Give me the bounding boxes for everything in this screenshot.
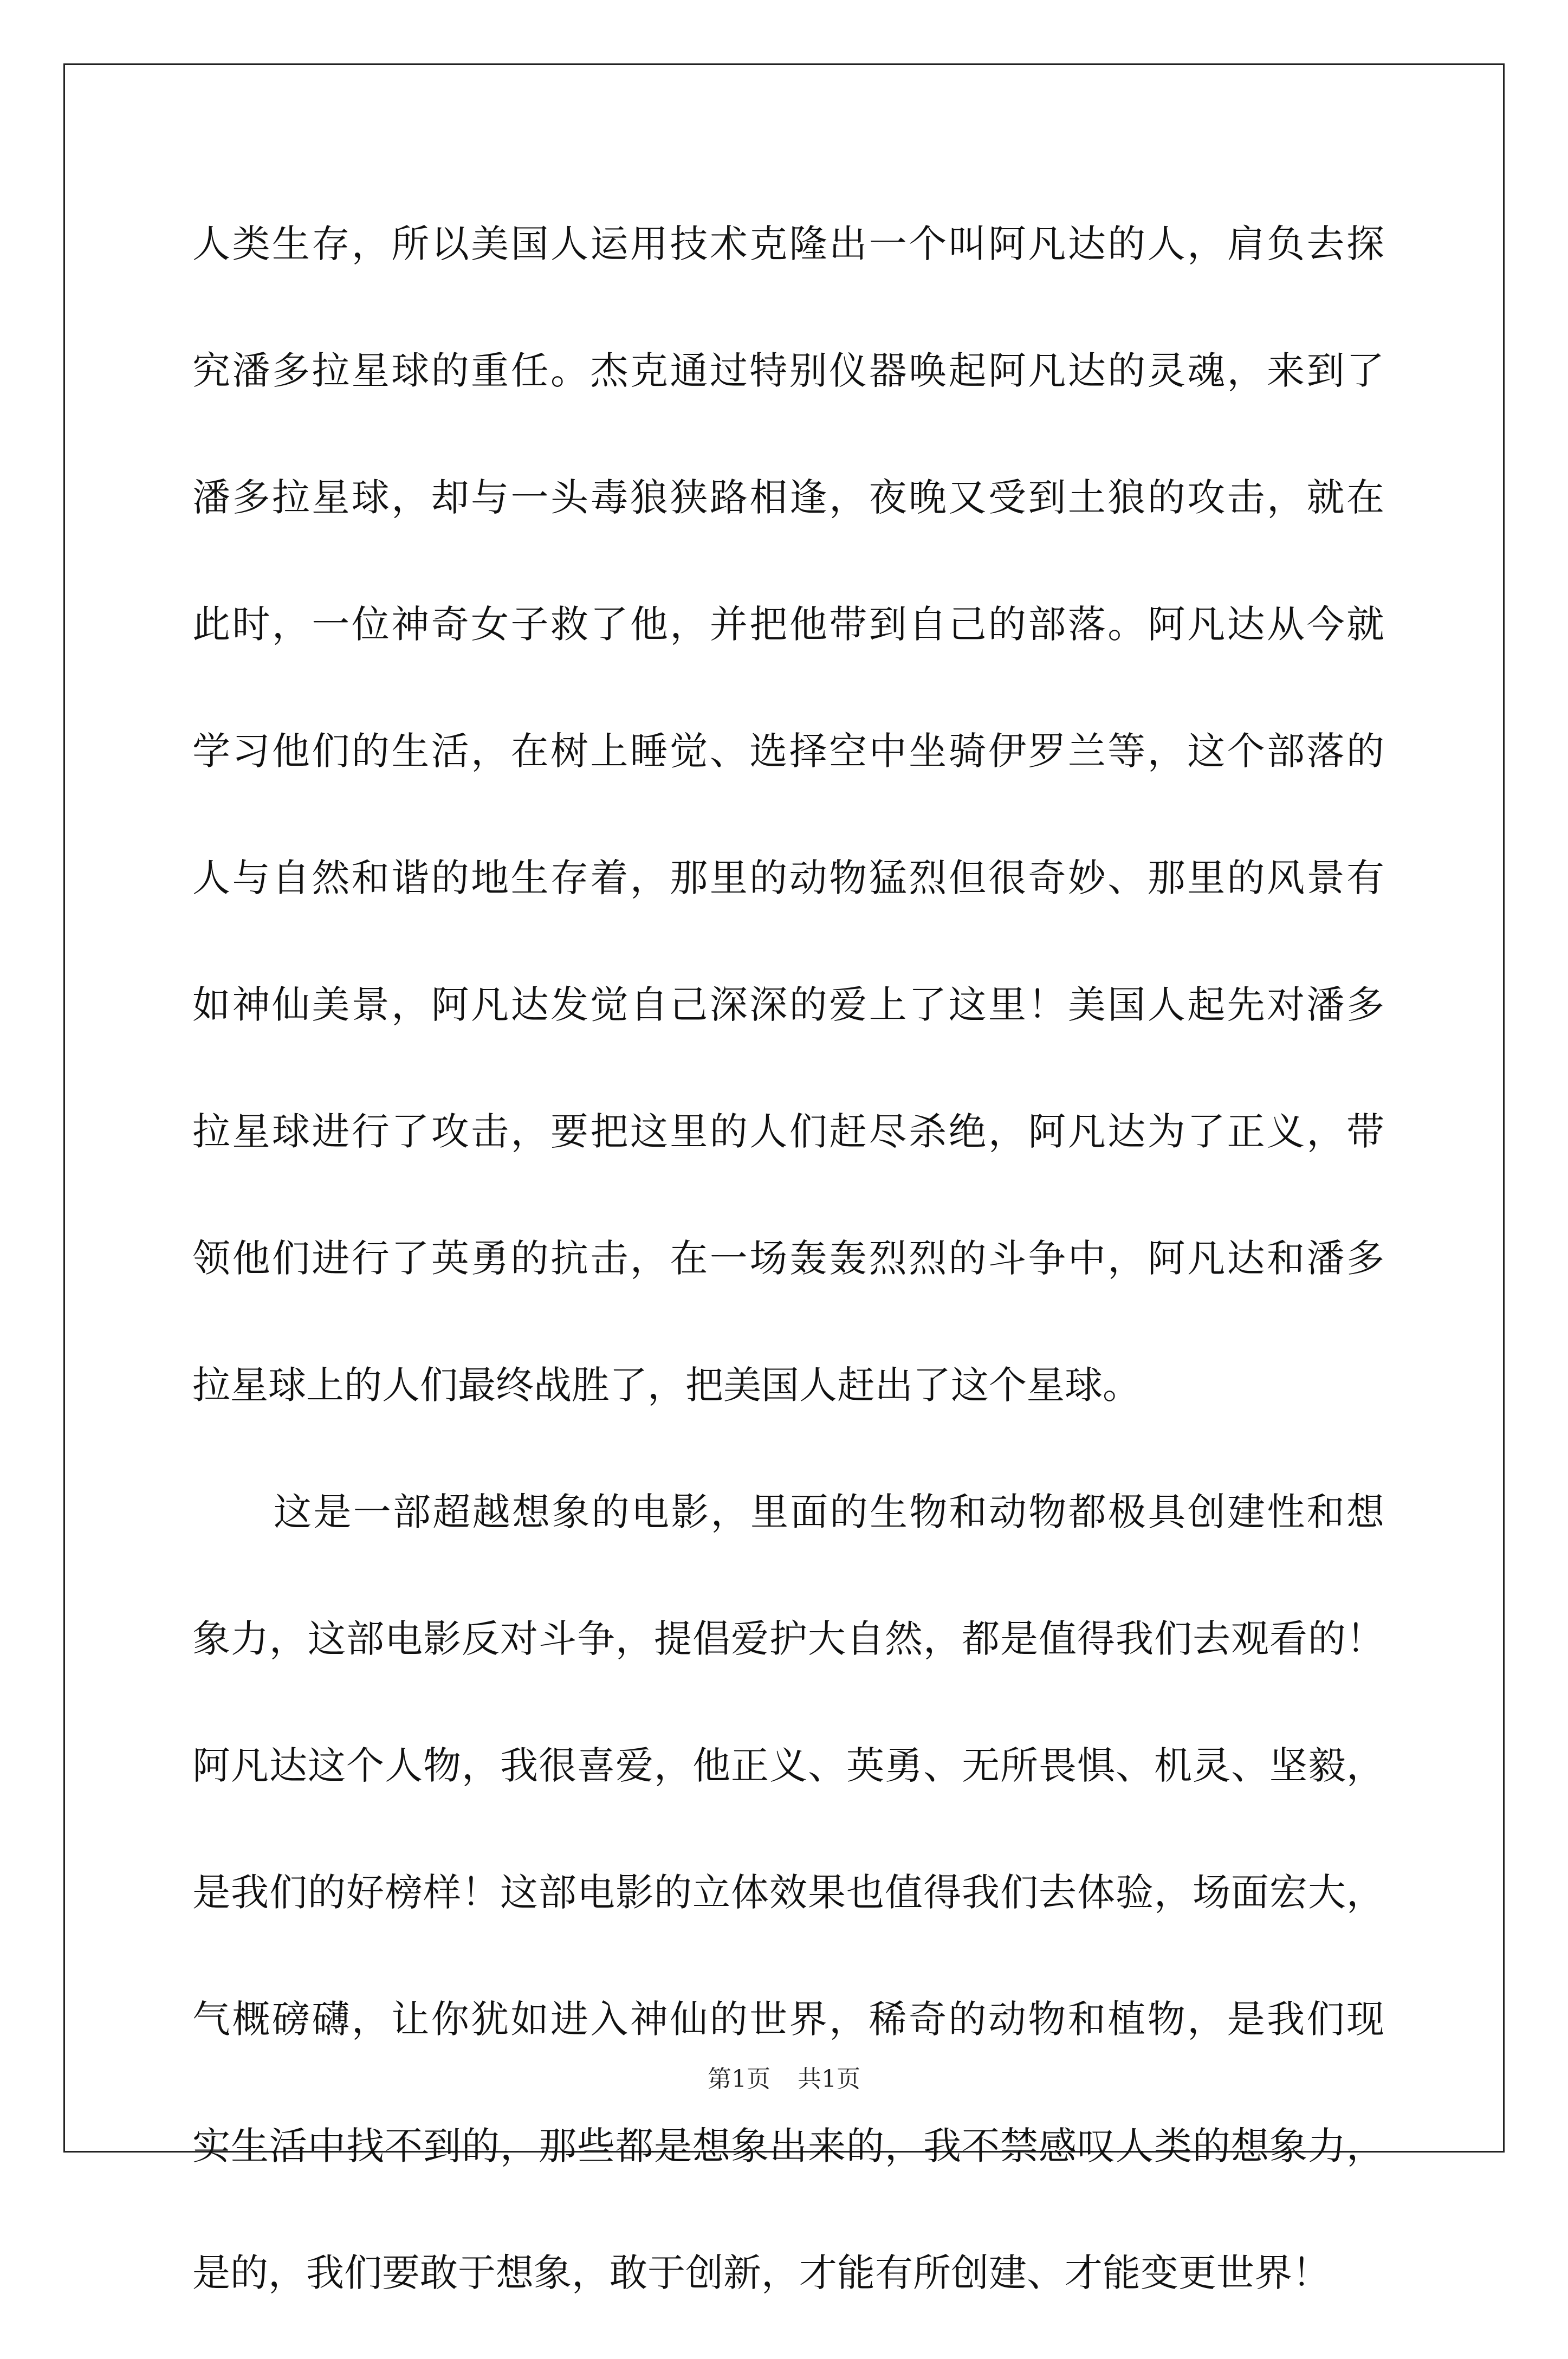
text-line: 象力，这部电影反对斗争，提倡爱护大自然，都是值得我们去观看的！: [192, 1617, 1384, 1661]
text-line: 领他们进行了英勇的抗击，在一场轰轰烈烈的斗争中，阿凡达和潘多: [192, 1236, 1384, 1281]
text-line: 实生活中找不到的，那些都是想象出来的，我不禁感叹人类的想象力，: [192, 2124, 1384, 2168]
text-line: 此时，一位神奇女子救了他，并把他带到自己的部落。阿凡达从今就: [192, 602, 1384, 647]
page-footer: [0, 2059, 1568, 2094]
text-line: 气概磅礴，让你犹如进入神仙的世界，稀奇的动物和植物，是我们现: [192, 1997, 1384, 2041]
text-line: 如神仙美景，阿凡达发觉自己深深的爱上了这里！美国人起先对潘多: [192, 983, 1384, 1027]
text-line: 人类生存，所以美国人运用技术克隆出一个叫阿凡达的人，肩负去探: [192, 222, 1384, 266]
text-line: 学习他们的生活，在树上睡觉、选择空中坐骑伊罗兰等，这个部落的: [192, 729, 1384, 773]
document-body: [192, 203, 1384, 2359]
text-line: 阿凡达这个人物，我很喜爱，他正义、英勇、无所畏惧、机灵、坚毅，: [192, 1743, 1384, 1788]
text-line: 究潘多拉星球的重任。杰克通过特别仪器唤起阿凡达的灵魂，来到了: [192, 348, 1384, 393]
text-line: 是的，我们要敢于想象，敢于创新，才能有所创建、才能变更世界！: [192, 2251, 1330, 2295]
page-number: 第1页: [708, 2065, 770, 2093]
text-line: 人与自然和谐的地生存着，那里的动物猛烈但很奇妙、那里的风景有: [192, 856, 1384, 900]
paragraph-start-line: 这是一部超越想象的电影，里面的生物和动物都极具创建性和想: [274, 1490, 1384, 1534]
page-total: 共1页: [798, 2065, 860, 2093]
text-line: 拉星球进行了攻击，要把这里的人们赶尽杀绝，阿凡达为了正义，带: [192, 1109, 1384, 1154]
text-line: 是我们的好榜样！这部电影的立体效果也值得我们去体验，场面宏大，: [192, 1870, 1384, 1915]
text-line: 拉星球上的人们最终战胜了，把美国人赶出了这个星球。: [192, 1363, 1141, 1407]
text-line: 潘多拉星球，却与一头毒狼狭路相逢，夜晚又受到土狼的攻击，就在: [192, 475, 1384, 520]
